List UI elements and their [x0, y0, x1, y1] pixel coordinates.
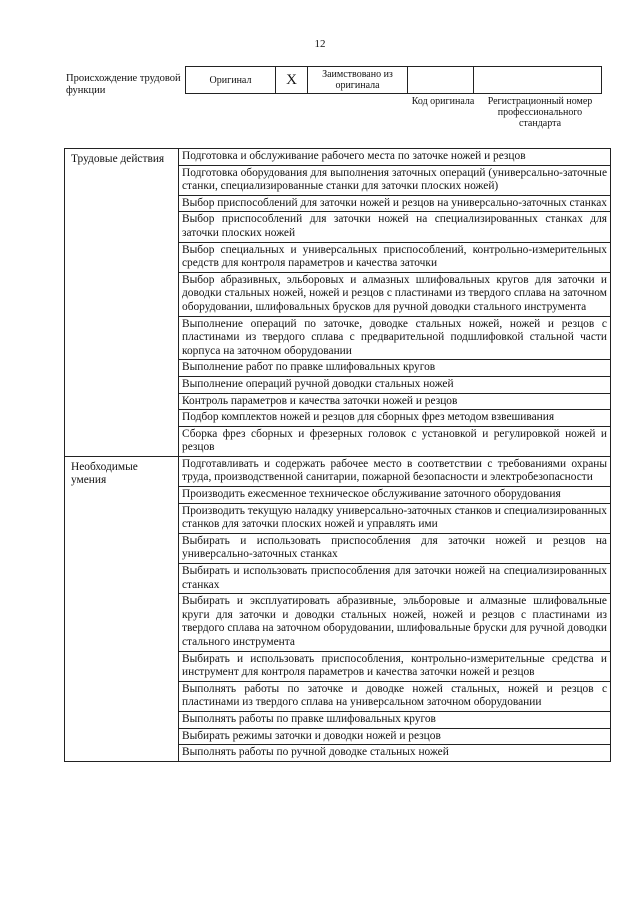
list-item: Выполнение операций по заточке, доводке стальных ножей, ножей и резцов с пластинами из твердого сплава с предварительной подшлифовкой стальной части корпуса на заточном оборудовании: [179, 316, 611, 360]
section-category: Трудовые действия: [65, 149, 179, 457]
origin-original-cell: Оригинал: [186, 67, 276, 94]
origin-code-cell: [408, 67, 474, 94]
list-item: Выбирать и эксплуатировать абразивные, эльборовые и алмазные шлифовальные круги для заточки и доводки стальных ножей, ножей и резцов с пластинами из твердого сплава на заточном оборудовании, шлифовальные бруски для ручной доводки стального инструмента: [179, 594, 611, 651]
list-item: Выбирать и использовать приспособления для заточки ножей на специализированных станках: [179, 564, 611, 594]
origin-table: [185, 66, 602, 94]
list-item: Выбор приспособлений для заточки ножей и резцов на универсально-заточных станках: [179, 195, 611, 212]
list-item: Выбирать режимы заточки и доводки ножей и резцов: [179, 728, 611, 745]
origin-label: Происхождение трудовой функции: [66, 73, 181, 96]
origin-code-caption: Код оригинала: [411, 96, 475, 107]
list-item: Подготавливать и содержать рабочее место в соответствии с требованиями охраны труда, производственной санитарии, пожарной безопасности и электробезопасности: [179, 456, 611, 486]
list-item: Выполнение работ по правке шлифовальных кругов: [179, 360, 611, 377]
table-row: [65, 456, 611, 486]
origin-borrowed-cell: Заимствовано из оригинала: [308, 67, 408, 94]
labor-function-table: [64, 148, 611, 762]
list-item: Выбирать и использовать приспособления для заточки ножей и резцов на универсально-заточных станках: [179, 533, 611, 563]
page-number: 12: [314, 38, 326, 50]
list-item: Подбор комплектов ножей и резцов для сборных фрез методом взвешивания: [179, 410, 611, 427]
list-item: Выполнять работы по ручной доводке стальных ножей: [179, 745, 611, 762]
list-item: Сборка фрез сборных и фрезерных головок с установкой и регулировкой ножей и резцов: [179, 426, 611, 456]
list-item: Подготовка и обслуживание рабочего места по заточке ножей и резцов: [179, 149, 611, 166]
origin-reg-number-cell: [474, 67, 602, 94]
list-item: Выбор специальных и универсальных приспособлений, контрольно-измерительных средств для контроля параметров и качества заточки: [179, 242, 611, 272]
list-item: Выполнять работы по заточке и доводке ножей стальных, ножей и резцов с пластинами из твердого сплава на универсальном заточном оборудовании: [179, 681, 611, 711]
section-category: Необходимые умения: [65, 456, 179, 761]
list-item: Выбирать и использовать приспособления, контрольно-измерительные средства и инструмент для контроля параметров и качества заточки ножей и резцов: [179, 651, 611, 681]
list-item: Выполнять работы по правке шлифовальных кругов: [179, 711, 611, 728]
table-row: [65, 149, 611, 166]
list-item: Контроль параметров и качества заточки ножей и резцов: [179, 393, 611, 410]
list-item: Выбор абразивных, эльборовых и алмазных шлифовальных кругов для заточки и доводки стальных ножей, ножей и резцов с пластинами из твердого сплава на заточном оборудовании, шлифовальных брусков для ручной доводки стального инструмента: [179, 272, 611, 316]
list-item: Производить ежесменное техническое обслуживание заточного оборудования: [179, 487, 611, 504]
list-item: Производить текущую наладку универсально-заточных станков и специализированных станков для заточки плоских ножей и управлять ими: [179, 503, 611, 533]
origin-mark-cell: X: [276, 67, 308, 94]
list-item: Выполнение операций ручной доводки стальных ножей: [179, 376, 611, 393]
origin-reg-caption: Регистрационный номер профессионального стандарта: [487, 96, 593, 129]
list-item: Подготовка оборудования для выполнения заточных операций (универсально-заточные станки, специализированные станки для заточки плоских ножей): [179, 165, 611, 195]
list-item: Выбор приспособлений для заточки ножей на специализированных станках для заточки плоских ножей: [179, 212, 611, 242]
